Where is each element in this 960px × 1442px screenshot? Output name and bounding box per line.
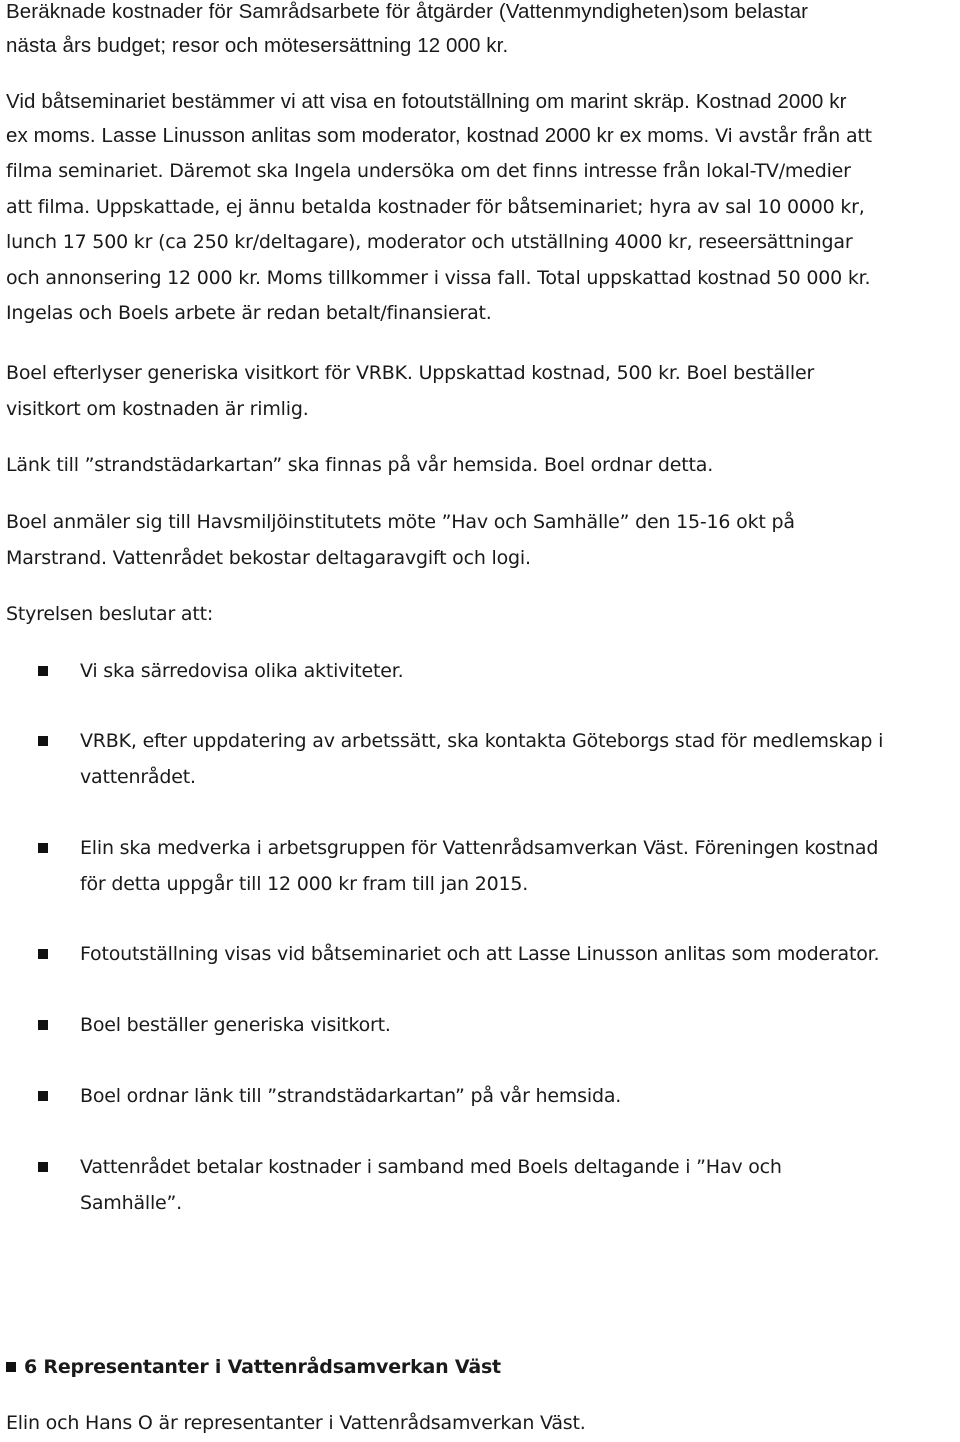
decision-item-1-line-1: Vi ska särredovisa olika aktiviteter. <box>80 660 404 682</box>
decision-item-2-line-1: VRBK, efter uppdatering av arbetssätt, ska kontakta Göteborgs stad för medlemskap i <box>80 730 884 752</box>
boat-seminar-body-line-1: filma seminariet. Däremot ska Ingela undersöka om det finns intresse från lokal-TV/medier <box>6 160 851 182</box>
boat-seminar-paragraph <box>6 85 872 332</box>
boat-seminar-body-line-4: och annonsering 12 000 kr. Moms tillkommer i vissa fall. Total uppskattad kostnad 50 000 kr. <box>6 266 871 289</box>
square-bullet-icon <box>38 843 48 853</box>
decision-item-7-line-1: Vattenrådet betalar kostnader i samband med Boels deltagande i ”Hav och <box>80 1156 782 1178</box>
boat-seminar-body <box>6 154 872 332</box>
havsmiljo-line-2: Marstrand. Vattenrådet bekostar deltagaravgift och logi. <box>6 546 531 569</box>
havsmiljo-paragraph <box>6 505 795 576</box>
boat-seminar-line-2 <box>6 119 872 153</box>
decision-item-text <box>80 1150 782 1221</box>
decision-item-text <box>80 1079 621 1115</box>
link-line-1: Länk till ”strandstädarkartan” ska finnas på vår hemsida. Boel ordnar detta. <box>6 454 714 476</box>
decision-intro-text: Styrelsen beslutar att: <box>6 603 214 625</box>
decision-item-5-line-1: Boel beställer generiska visitkort. <box>80 1014 391 1036</box>
square-bullet-icon <box>38 736 48 746</box>
link-paragraph <box>6 448 713 484</box>
section-6-text: Elin och Hans O är representanter i Vattenrådsamverkan Väst. <box>6 1412 586 1434</box>
intro-paragraph <box>6 0 808 63</box>
square-bullet-icon <box>38 1091 48 1101</box>
decision-item-4-line-1: Fotoutställning visas vid båtseminariet och att Lasse Linusson anlitas som moderator. <box>80 943 880 965</box>
boat-seminar-body-line-5: Ingelas och Boels arbete är redan betalt/finansierat. <box>6 302 492 324</box>
boat-seminar-body-line-3: lunch 17 500 kr (ca 250 kr/deltagare), moderator och utställning 4000 kr, reseersättningar <box>6 231 853 253</box>
decision-item-6-line-1: Boel ordnar länk till ”strandstädarkartan” på vår hemsida. <box>80 1085 622 1107</box>
visitkort-line-1: Boel efterlyser generiska visitkort för VRBK. Uppskattad kostnad, 500 kr. Boel beställer <box>6 362 815 384</box>
visitkort-paragraph <box>6 356 814 427</box>
decision-item-text <box>80 654 403 690</box>
boat-seminar-body-line-2: att filma. Uppskattade, ej ännu betalda kostnader för båtseminariet; hyra av sal 10 0000 kr, <box>6 195 865 218</box>
square-bullet-icon <box>38 666 48 676</box>
decision-item-text <box>80 724 883 795</box>
boat-seminar-line-2-tail: Vi avstår från att <box>709 125 872 147</box>
square-bullet-icon <box>38 949 48 959</box>
decision-item-text <box>80 937 879 973</box>
section-6-heading-text: 6 Representanter i Vattenrådsamverkan Väst <box>24 1356 501 1378</box>
boat-seminar-line-1: Vid båtseminariet bestämmer vi att visa en fotoutställning om marint skräp. Kostnad 2000 kr <box>6 90 847 113</box>
square-bullet-icon <box>6 1362 16 1372</box>
square-bullet-icon <box>38 1162 48 1172</box>
havsmiljo-line-1: Boel anmäler sig till Havsmiljöinstitutets möte ”Hav och Samhälle” den 15-16 okt på <box>6 511 795 533</box>
square-bullet-icon <box>38 1020 48 1030</box>
decision-item-7-line-2: Samhälle”. <box>80 1191 183 1214</box>
decision-item-3-line-1: Elin ska medverka i arbetsgruppen för Vattenrådsamverkan Väst. Föreningen kostnad <box>80 837 879 859</box>
visitkort-line-2: visitkort om kostnaden är rimlig. <box>6 397 309 420</box>
decision-item-text <box>80 831 878 902</box>
decision-item-text <box>80 1008 391 1044</box>
decision-item-2-line-2: vattenrådet. <box>80 765 196 788</box>
decision-item-3-line-2: för detta uppgår till 12 000 kr fram till jan 2015. <box>80 872 529 895</box>
boat-seminar-line-2-start: ex moms. Lasse Linusson anlitas som moderator, kostnad 2000 kr ex moms. <box>6 124 710 147</box>
intro-line-1: Beräknade kostnader för Samrådsarbete för åtgärder (Vattenmyndigheten)som belastar <box>6 0 809 23</box>
section-6-heading <box>6 1350 501 1385</box>
decision-intro <box>6 597 213 633</box>
section-6-paragraph <box>6 1406 586 1442</box>
intro-line-2: nästa års budget; resor och mötesersättning 12 000 kr. <box>6 34 509 57</box>
